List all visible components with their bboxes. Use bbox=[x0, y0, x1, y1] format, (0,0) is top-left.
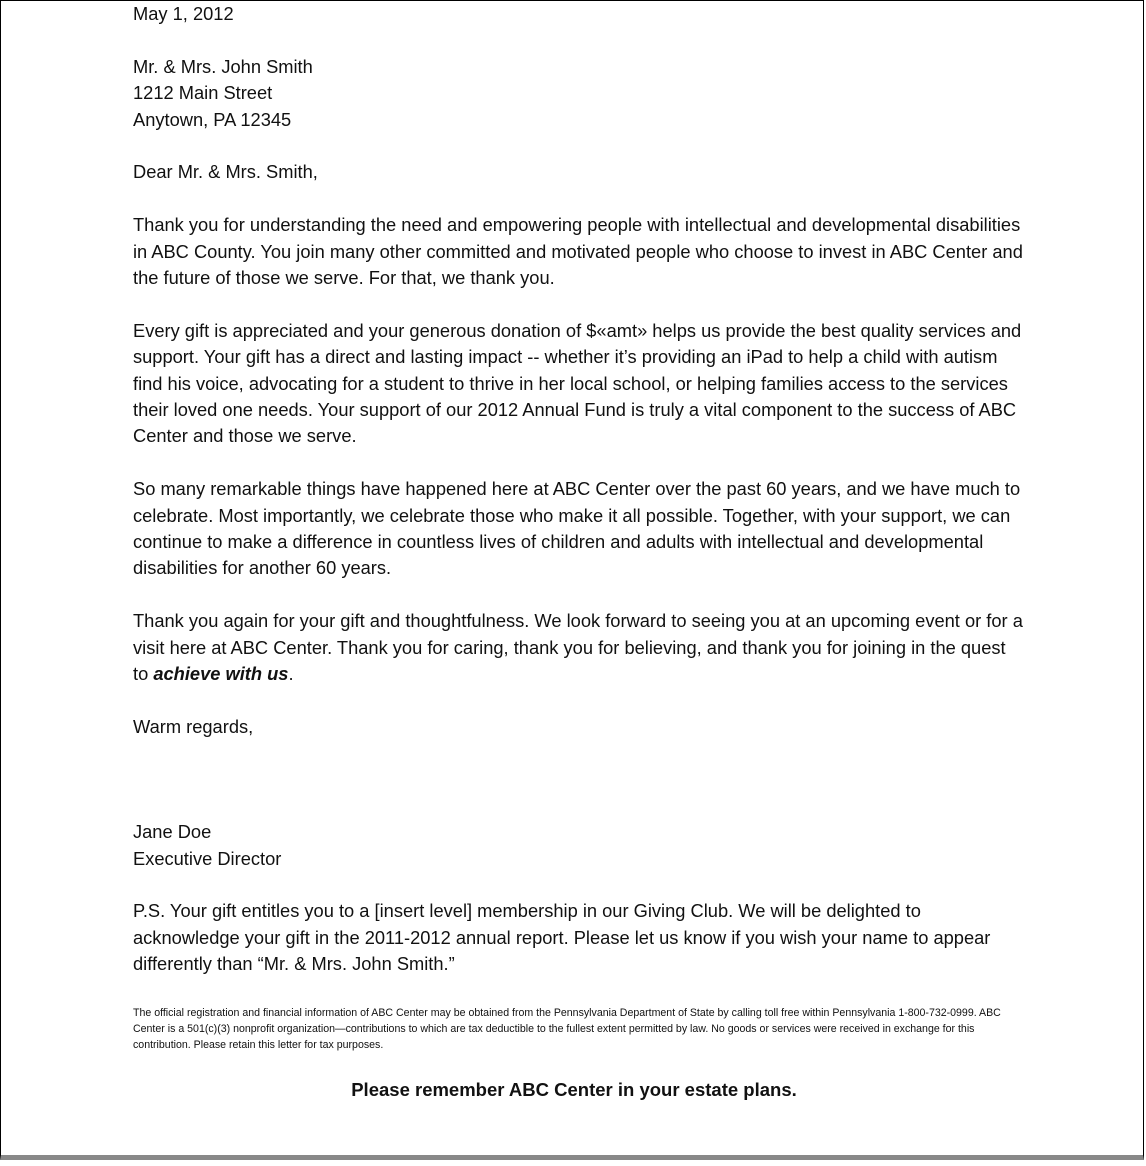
salutation: Dear Mr. & Mrs. Smith, bbox=[133, 161, 318, 183]
body-paragraph: Every gift is appreciated and your generous donation of $«amt» helps us provide the best quality services and support. Your gift has a direct and lasting impact -- whether it’s providing an iPad to help a child with autism find his voice, advocating for a student to thrive in her local school, or helping families access to the services their loved one needs. Your support of our 2012 Annual Fund is truly a vital component to the success of ABC Center and those we serve. bbox=[133, 319, 1022, 447]
body-paragraph: So many remarkable things have happened here at ABC Center over the past 60 years, and we have much to celebrate. Most importantly, we celebrate those who make it all possible. Together, with your support, we can continue to make a difference in countless lives of children and adults with intellectual and developmental disabilities for another 60 years. bbox=[133, 478, 1021, 579]
recipient-street: 1212 Main Street bbox=[133, 82, 273, 104]
estate-plans-footer: Please remember ABC Center in your estate plans. bbox=[351, 1079, 797, 1100]
letter-body bbox=[133, 1, 1023, 978]
body-paragraph: Thank you for understanding the need and empowering people with intellectual and developmental disabilities in ABC County. You join many other committed and motivated people who choose to invest in ABC Center and the future of those we serve. For that, we thank you. bbox=[133, 214, 1023, 289]
closing-paragraph-text: Thank you again for your gift and thoughtfulness. We look forward to seeing you at an upcoming event or for a visit here at ABC Center. Thank you for caring, thank you for believing, and thank you for joining in the quest to bbox=[133, 610, 1023, 685]
closing-paragraph bbox=[133, 608, 1023, 687]
postscript: P.S. Your gift entitles you to a [insert level] membership in our Giving Club. We will be delighted to acknowledge your gift in the 2011-2012 annual report. Please let us know if you wish your name to appear differently than “Mr. & Mrs. John Smith.” bbox=[133, 900, 991, 975]
signer-name: Jane Doe bbox=[133, 821, 212, 843]
recipient-city: Anytown, PA 12345 bbox=[133, 108, 292, 130]
closing: Warm regards, bbox=[133, 715, 254, 737]
recipient-name: Mr. & Mrs. John Smith bbox=[133, 55, 313, 77]
recipient-address bbox=[133, 54, 1023, 133]
signature-block bbox=[133, 819, 1023, 872]
signer-title: Executive Director bbox=[133, 847, 282, 869]
letter-date: May 1, 2012 bbox=[133, 3, 234, 24]
closing-emphasis: achieve with us bbox=[153, 663, 289, 685]
legal-disclaimer: The official registration and financial information of ABC Center may be obtained from the Pennsylvania Department of State by calling toll free within Pennsylvania 1-800-732-0999. ABC Center is a 501(c)(3) nonprofit organization—contributions to which are tax deductible to the fullest extent permitted by law. No goods or services were received in exchange for this contribution. Please retain this letter for tax purposes. bbox=[133, 1007, 1001, 1051]
closing-paragraph-end: . bbox=[288, 663, 294, 685]
